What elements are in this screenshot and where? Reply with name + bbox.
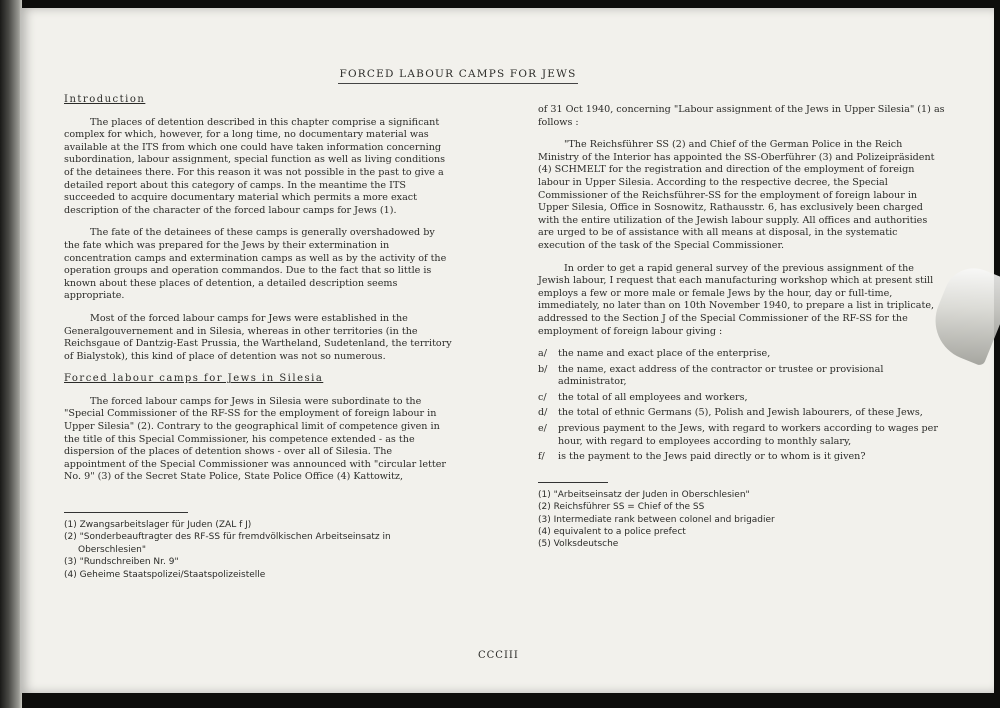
requirements-list	[538, 348, 946, 464]
footnote: (2) Reichsführer SS = Chief of the SS	[538, 502, 705, 513]
list-item: e/ previous payment to the Jews, with regard to workers according to wages per hour, with regard to employees according to monthly salary,	[538, 423, 938, 447]
footnote: (1) "Arbeitseinsatz der Juden in Oberschlesien"	[538, 489, 750, 500]
silesia-paragraph: The forced labour camps for Jews in Silesia were subordinate to the "Special Commissioner of the RF-SS for the employment of foreign labour in Upper Silesia" (2). Contrary to the geographical limit of competence given in the title of this Special Commissioner, his competence extended - as the dispersion of the places of detention shows - over all of Silesia. The appointment of the Special Commissioner was announced with "circular letter No. 9" (3) of the Secret State Police, State Police Office (4) Kattowitz,	[64, 395, 446, 483]
quoted-decree-paragraph: "The Reichsführer SS (2) and Chief of the German Police in the Reich Ministry of the Interior has appointed the SS-Oberführer (3) and Polizeipräsident (4) SCHMELT for the registration and direction of the employment of foreign labour in Upper Silesia. According to the respective decree, the Special Commissioner of the Reichsführer-SS for the employment of foreign labour in Upper Silesia, Office in Sosnowitz, Rathausstr. 6, has exclusively been charged with the entire utilization of the Jewish labour supply. All offices and authorities are urged to be of assistance with all means at disposal, in the systematic execution of the task of the Special Commissioner.	[538, 139, 935, 251]
footnote: (1) Zwangsarbeitslager für Juden (ZAL f J)	[64, 520, 252, 531]
list-item: f/ is the payment to the Jews paid directly or to whom is it given?	[538, 451, 866, 463]
right-column	[538, 104, 946, 551]
page-number: CCCIII	[478, 650, 519, 661]
list-item: d/ the total of ethnic Germans (5), Polish and Jewish labourers, of these Jews,	[538, 407, 923, 419]
intro-paragraph-1: The places of detention described in this chapter comprise a significant complex for which, however, for a long time, no documentary material was available at the ITS from which one could have taken information concerning subordination, labour assignment, special function as well as living conditions of the detainees there. For this reason it was not possible in the past to give a detailed report about this category of camps. In the meantime the ITS succeeded to acquire documentary material which permits a more exact description of the character of the forced labour camps for Jews (1).	[64, 116, 446, 216]
footnote-divider	[64, 512, 188, 513]
continuation-paragraph: of 31 Oct 1940, concerning "Labour assignment of the Jews in Upper Silesia" (1) as follows :	[538, 104, 945, 128]
footnote: (4) Geheime Staatspolizei/Staatspolizeistelle	[64, 569, 266, 580]
right-footnotes	[538, 489, 946, 551]
left-footnotes	[64, 519, 452, 581]
list-item: c/ the total of all employees and workers,	[538, 391, 748, 403]
request-paragraph: In order to get a rapid general survey of the previous assignment of the Jewish labour, I request that each manufacturing workshop which at present still employs a few or more male or female Jews by the hour, day or full-time, immediately, no later than on 10th November 1940, to prepare a list in triplicate, addressed to the Section J of the Special Commissioner of the RF-SS for the employment of foreign labour giving :	[538, 262, 935, 337]
section-heading-silesia: Forced labour camps for Jews in Silesia	[64, 373, 324, 385]
list-item: b/ the name, exact address of the contractor or trustee or provisional administrator,	[538, 363, 884, 388]
list-item: a/ the name and exact place of the enterprise,	[538, 348, 771, 360]
footnote: (2) "Sonderbeauftragter des RF-SS für fremdvölkischen Arbeitseinsatz in Oberschlesien"	[64, 532, 391, 555]
section-heading-introduction: Introduction	[64, 94, 146, 105]
book-spine-shadow	[0, 0, 22, 708]
footnote: (4) equivalent to a police prefect	[538, 527, 686, 538]
footnote-divider	[538, 482, 608, 483]
footnote: (5) Volksdeutsche	[538, 539, 619, 550]
page-title: FORCED LABOUR CAMPS FOR JEWS	[338, 68, 578, 84]
intro-paragraph-3: Most of the forced labour camps for Jews were established in the Generalgouvernement and in Silesia, whereas in other territories (in the Reichsgaue of Dantzig-East Prussia, the Wartheland, Sudetenland, the territory of Bialystok), this kind of place of detention was not so numerous.	[64, 312, 452, 362]
footnote: (3) "Rundschreiben Nr. 9"	[64, 557, 179, 568]
intro-paragraph-2: The fate of the detainees of these camps is generally overshadowed by the fate which was prepared for the Jews by their extermination in concentration camps and extermination camps as well as by the activity of the operation groups and operation commandos. Due to the fact that so little is known about these places of detention, a detailed description seems appropriate.	[64, 227, 447, 302]
footnote: (3) Intermediate rank between colonel and brigadier	[538, 514, 775, 525]
left-column	[64, 94, 452, 581]
